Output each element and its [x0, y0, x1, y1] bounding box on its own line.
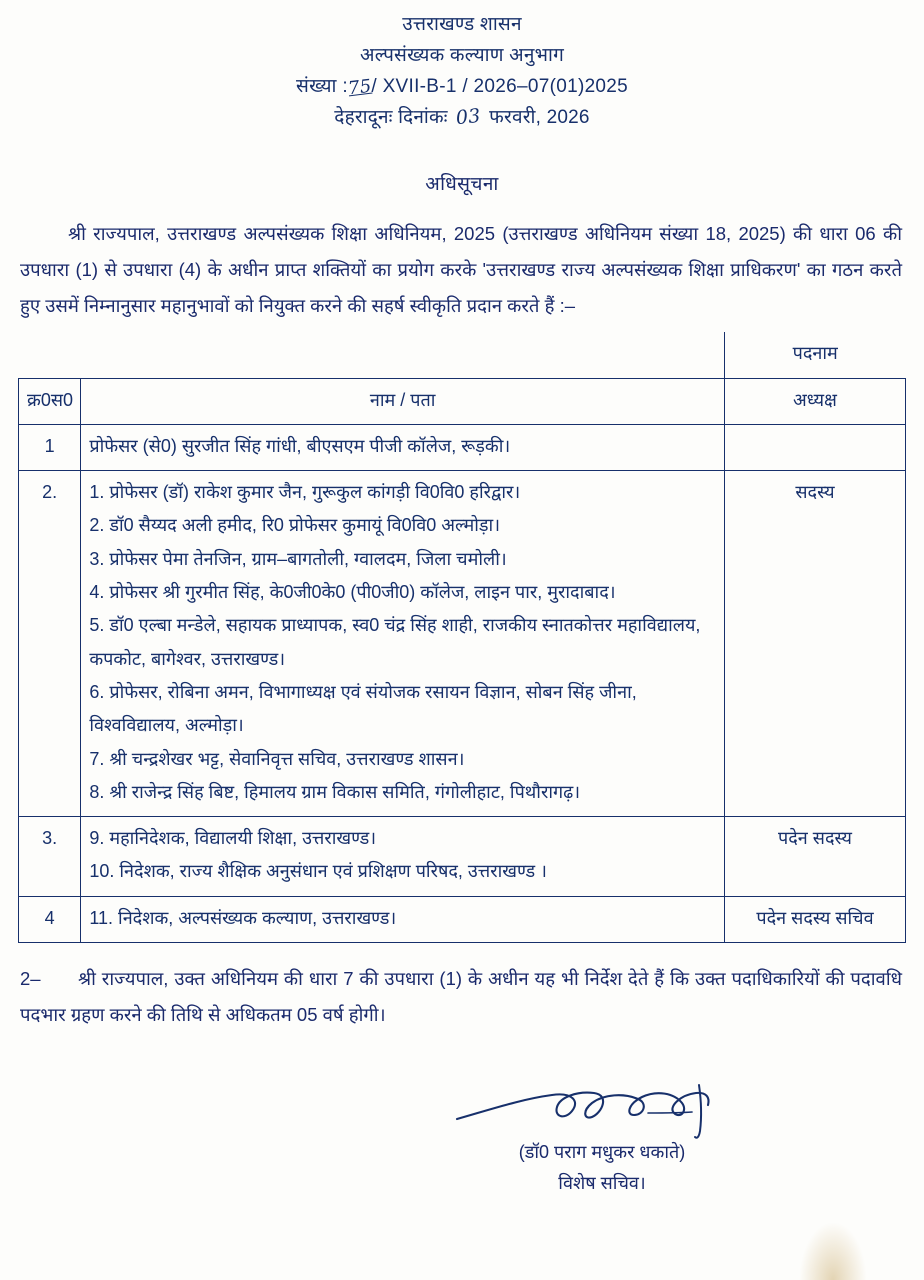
number-handwritten: 75	[346, 75, 373, 99]
clause-two	[0, 943, 924, 1033]
row-serial-number: 3.	[19, 817, 81, 897]
table-row	[19, 896, 906, 942]
name-entry: 5. डॉ0 एल्बा मन्डेले, सहायक प्राध्यापक, स्व0 चंद्र सिंह शाही, राजकीय स्नातकोत्तर महाविद्यालय, कपकोट, बागेश्वर, उत्तराखण्ड।	[89, 615, 701, 669]
row-post-name: पदेन सदस्य	[724, 817, 905, 897]
header-line-government: उत्तराखण्ड शासन	[402, 14, 522, 35]
intro-paragraph-text: श्री राज्यपाल, उत्तराखण्ड अल्पसंख्यक शिक्षा अधिनियम, 2025 (उत्तराखण्ड अधिनियम संख्या 18, 2025) की धारा 06 की उपधारा (1) से उपधारा (4) के अधीन प्राप्त शक्तियों का प्रयोग करके 'उत्तराखण्ड राज्य अल्पसंख्यक शिक्षा प्राधिकरण' का गठन करते हुए उसमें निम्नानुसार महानुभावों को नियुक्त करने की सहर्ष स्वीकृति प्रदान करते हैं :–	[20, 223, 902, 317]
name-entry: 10. निदेशक, राज्य शैक्षिक अनुसंधान एवं प्रशिक्षण परिषद, उत्तराखण्ड ।	[89, 861, 547, 882]
intro-paragraph	[0, 216, 924, 324]
name-entry: 8. श्री राजेन्द्र सिंह बिष्ट, हिमालय ग्राम विकास समिति, गंगोलीहाट, पिथौरागढ़।	[89, 781, 581, 802]
name-entry: प्रोफेसर (से0) सुरजीत सिंह गांधी, बीएसएम पीजी कॉलेज, रूड़की।	[89, 435, 511, 456]
header-line-date	[0, 102, 924, 134]
number-prefix: संख्या :	[295, 75, 348, 97]
name-entry: 4. प्रोफेसर श्री गुरमीत सिंह, के0जी0के0 (पी0जी0) कॉलेज, लाइन पार, मुरादाबाद।	[89, 582, 616, 603]
name-entry: 3. प्रोफेसर पेमा तेनजिन, ग्राम–बागतोली, ग्वालदम, जिला चमोली।	[89, 548, 507, 569]
column-header-sno: क्र0स0	[19, 378, 81, 424]
number-rest: / XVII-B-1 / 2026–07(01)2025	[371, 75, 629, 97]
signatory-designation: विशेष सचिव।	[558, 1172, 646, 1193]
paper-smudge	[798, 1220, 868, 1280]
row-serial-number: 1	[19, 424, 81, 470]
column-header-post: पदनाम	[724, 332, 905, 378]
row-post-name: सदस्य	[724, 471, 905, 817]
name-entry: 6. प्रोफेसर, रोबिना अमन, विभागाध्यक्ष एवं संयोजक रसायन विज्ञान, सोबन सिंह जीना, विश्वविद्यालय, अल्मोड़ा।	[89, 681, 637, 736]
row-post-name: पदेन सदस्य सचिव	[724, 896, 905, 942]
date-handwritten: 03	[454, 105, 482, 130]
clause-two-marker: 2–	[20, 968, 41, 989]
place-date-prefix: देहरादूनः दिनांकः	[334, 107, 448, 129]
row-name-address	[81, 817, 725, 897]
row-post-name	[724, 424, 905, 470]
signature-block	[0, 1079, 924, 1198]
row-name-address	[81, 471, 725, 817]
name-entry: 2. डॉ0 सैय्यद अली हमीद, रि0 प्रोफेसर कुमायूं वि0वि0 अल्मोड़ा।	[89, 515, 501, 536]
row-name-address	[81, 424, 725, 470]
table-row	[19, 817, 906, 897]
name-entry: 1. प्रोफेसर (डॉ) राकेश कुमार जैन, गुरूकुल कांगड़ी वि0वि0 हरिद्वार।	[89, 482, 521, 503]
header-line-department: अल्पसंख्यक कल्याण अनुभाग	[360, 44, 564, 66]
signature-inner	[452, 1079, 752, 1198]
table-row	[19, 424, 906, 470]
date-rest: फरवरी, 2026	[489, 107, 590, 129]
table-subheader-row	[19, 378, 906, 424]
name-entry: 9. महानिदेशक, विद्यालयी शिक्षा, उत्तराखण्ड।	[89, 828, 377, 849]
column-header-name-address: नाम / पता	[81, 378, 725, 424]
appointments-table	[18, 332, 906, 943]
page-title: अधिसूचना	[425, 174, 499, 196]
table-header-row	[19, 332, 906, 378]
name-entry: 11. निदेशक, अल्पसंख्यक कल्याण, उत्तराखण्ड।	[89, 907, 397, 928]
row-name-address	[81, 896, 725, 942]
row-1-post: अध्यक्ष	[724, 378, 905, 424]
header-spacer-cell	[19, 332, 81, 378]
header-line-number	[0, 72, 924, 103]
document-header	[0, 0, 924, 134]
table-row	[19, 471, 906, 817]
signature-scribble	[452, 1079, 752, 1143]
name-entry: 7. श्री चन्द्रशेखर भट्ट, सेवानिवृत्त सचिव, उत्तराखण्ड शासन।	[89, 748, 465, 769]
clause-two-text: श्री राज्यपाल, उक्त अधिनियम की धारा 7 की उपधारा (1) के अधीन यह भी निर्देश देते हैं कि उक्त पदाधिकारियों की पदावधि पदभार ग्रहण करने की तिथि से अधिकतम 05 वर्ष होगी।	[20, 968, 902, 1026]
column-header-name	[81, 332, 725, 378]
signatory-name: (डॉ0 पराग मधुकर धकाते)	[518, 1142, 686, 1163]
row-serial-number: 2.	[19, 471, 81, 817]
row-serial-number: 4	[19, 896, 81, 942]
